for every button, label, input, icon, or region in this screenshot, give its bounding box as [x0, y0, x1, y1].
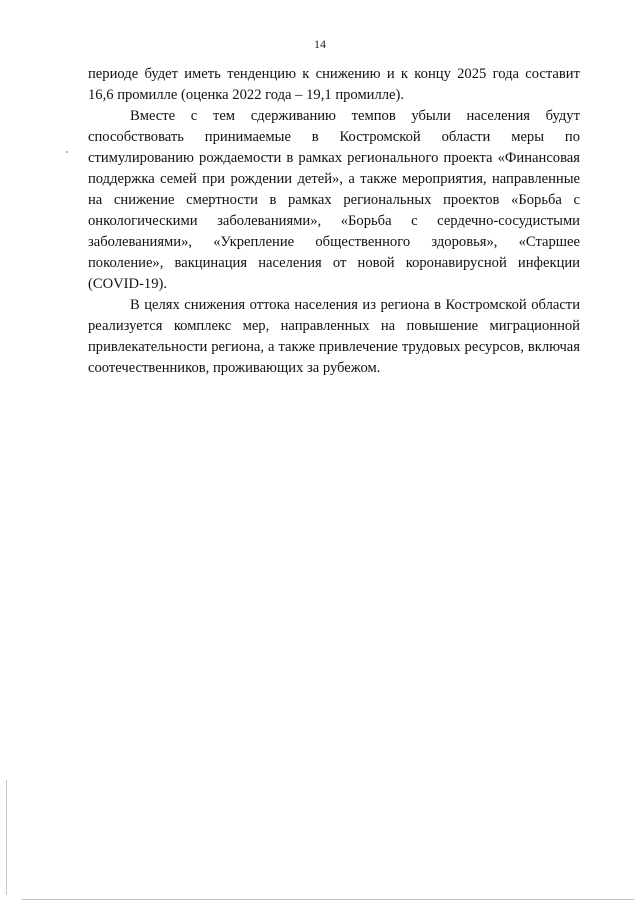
scan-artifact-bottom-edge [22, 899, 634, 900]
page-number: 14 [314, 37, 326, 51]
scan-artifact-left-edge [6, 780, 7, 895]
document-body [88, 64, 580, 379]
paragraph-birth-rate-forecast: периоде будет иметь тенденцию к снижению и к концу 2025 года составит 16,6 промилле (оценка 2022 года – 19,1 промилле). [88, 66, 580, 103]
paragraph-population-measures: Вместе с тем сдерживанию темпов убыли населения будут способствовать принимаемые в Костромской области меры по стимулированию рождаемости в рамках регионального проекта «Финансовая поддержка семей при рождении детей», а также мероприятия, направленные на снижение смертности в рамках региональных проектов «Борьба с онкологическими заболеваниями», «Борьба с сердечно-сосудистыми заболеваниями», «Укрепление общественного здоровья», «Старшее поколение», вакцинация населения от новой коронавирусной инфекции (COVID-19). [88, 108, 580, 292]
scan-artifact-dot [66, 151, 68, 153]
paragraph-migration-measures: В целях снижения оттока населения из региона в Костромской области реализуется комплекс мер, направленных на повышение миграционной привлекательности региона, а также привлечение трудовых ресурсов, включая соотечественников, проживающих за рубежом. [88, 297, 580, 376]
